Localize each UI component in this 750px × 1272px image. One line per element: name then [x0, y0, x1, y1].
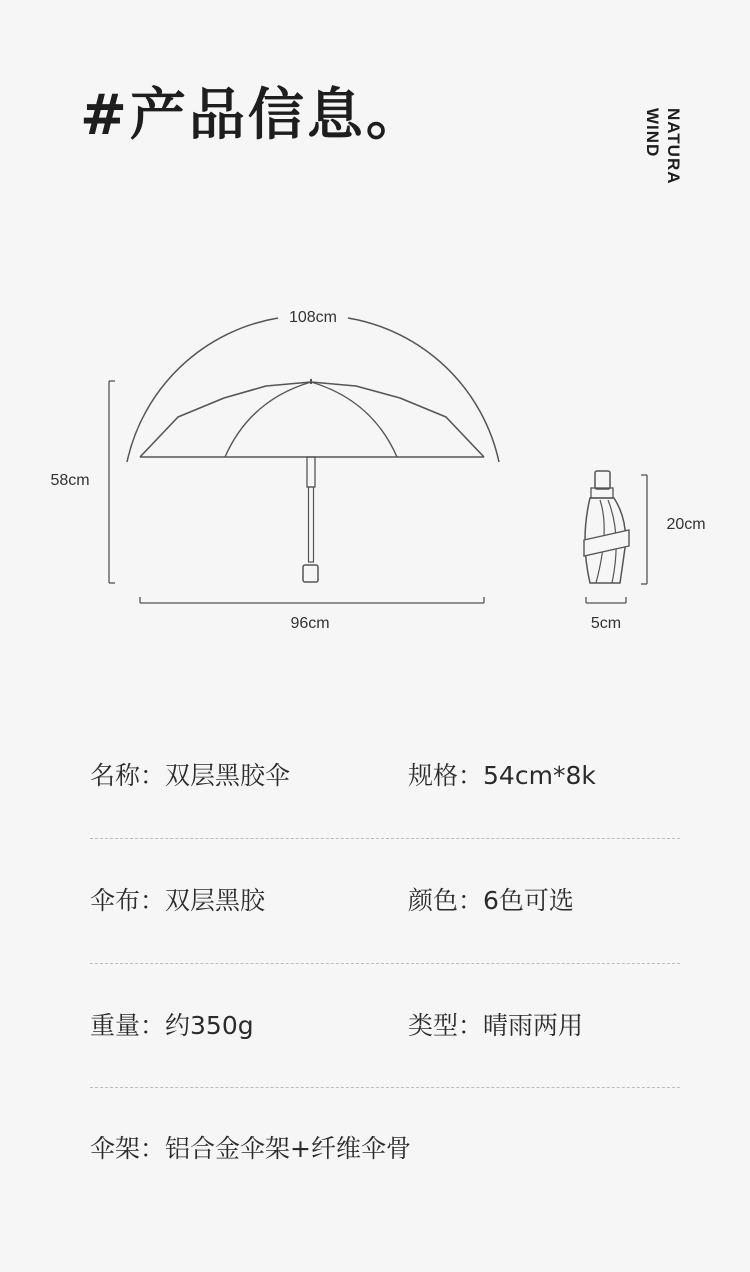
spec-value: 铝合金伞架+纤维伞骨 [165, 1134, 411, 1163]
arc-length-label: 108cm [288, 309, 338, 326]
spec-color [408, 881, 574, 921]
umbrella-handle [303, 565, 318, 582]
spec-key: 颜色 [408, 886, 459, 915]
spec-value: 双层黑胶伞 [165, 761, 291, 790]
spec-row [90, 756, 680, 796]
spec-separator: ： [458, 886, 484, 915]
spec-separator: ： [140, 1011, 166, 1040]
brand-line-2: WIND [643, 108, 662, 158]
folded-umbrella [584, 471, 629, 583]
spec-value: 6色可选 [483, 886, 574, 915]
page-title: #产品信息。 [80, 83, 425, 148]
spec-key: 规格 [408, 761, 459, 790]
arc-dimension-line [127, 318, 278, 462]
spec-weight [90, 1006, 254, 1046]
spec-row [90, 881, 680, 921]
spec-key: 重量 [90, 1011, 141, 1040]
umbrella-canopy [140, 382, 484, 457]
spec-row [90, 1129, 680, 1169]
spec-separator: ： [458, 1011, 484, 1040]
spec-key: 伞布 [90, 886, 141, 915]
folded-height-label: 20cm [666, 516, 706, 533]
folded-umbrella-handle [595, 471, 610, 489]
row-divider [90, 1087, 680, 1088]
spec-fabric [90, 881, 265, 921]
spec-size [408, 756, 596, 796]
row-divider [90, 963, 680, 964]
brand-line-1: NATURA [664, 108, 683, 185]
row-divider [90, 838, 680, 839]
folded-width-label: 5cm [590, 615, 622, 632]
spec-key: 类型 [408, 1011, 459, 1040]
spec-separator: ： [458, 761, 484, 790]
spec-name [90, 756, 290, 796]
spec-key: 伞架 [90, 1134, 141, 1163]
height-label: 58cm [50, 472, 90, 489]
spec-separator: ： [140, 761, 166, 790]
spec-separator: ： [140, 1134, 166, 1163]
folded-umbrella-band [584, 530, 629, 556]
width-label: 96cm [290, 615, 330, 632]
spec-key: 名称 [90, 761, 141, 790]
spec-value: 晴雨两用 [483, 1011, 584, 1040]
spec-type [408, 1006, 583, 1046]
spec-frame [90, 1129, 411, 1169]
spec-value: 约350g [165, 1011, 254, 1040]
spec-value: 54cm*8k [483, 761, 596, 790]
spec-value: 双层黑胶 [165, 886, 266, 915]
umbrella-shaft-lower [309, 487, 314, 562]
spec-row [90, 1006, 680, 1046]
spec-separator: ： [140, 886, 166, 915]
umbrella-shaft [307, 457, 315, 487]
